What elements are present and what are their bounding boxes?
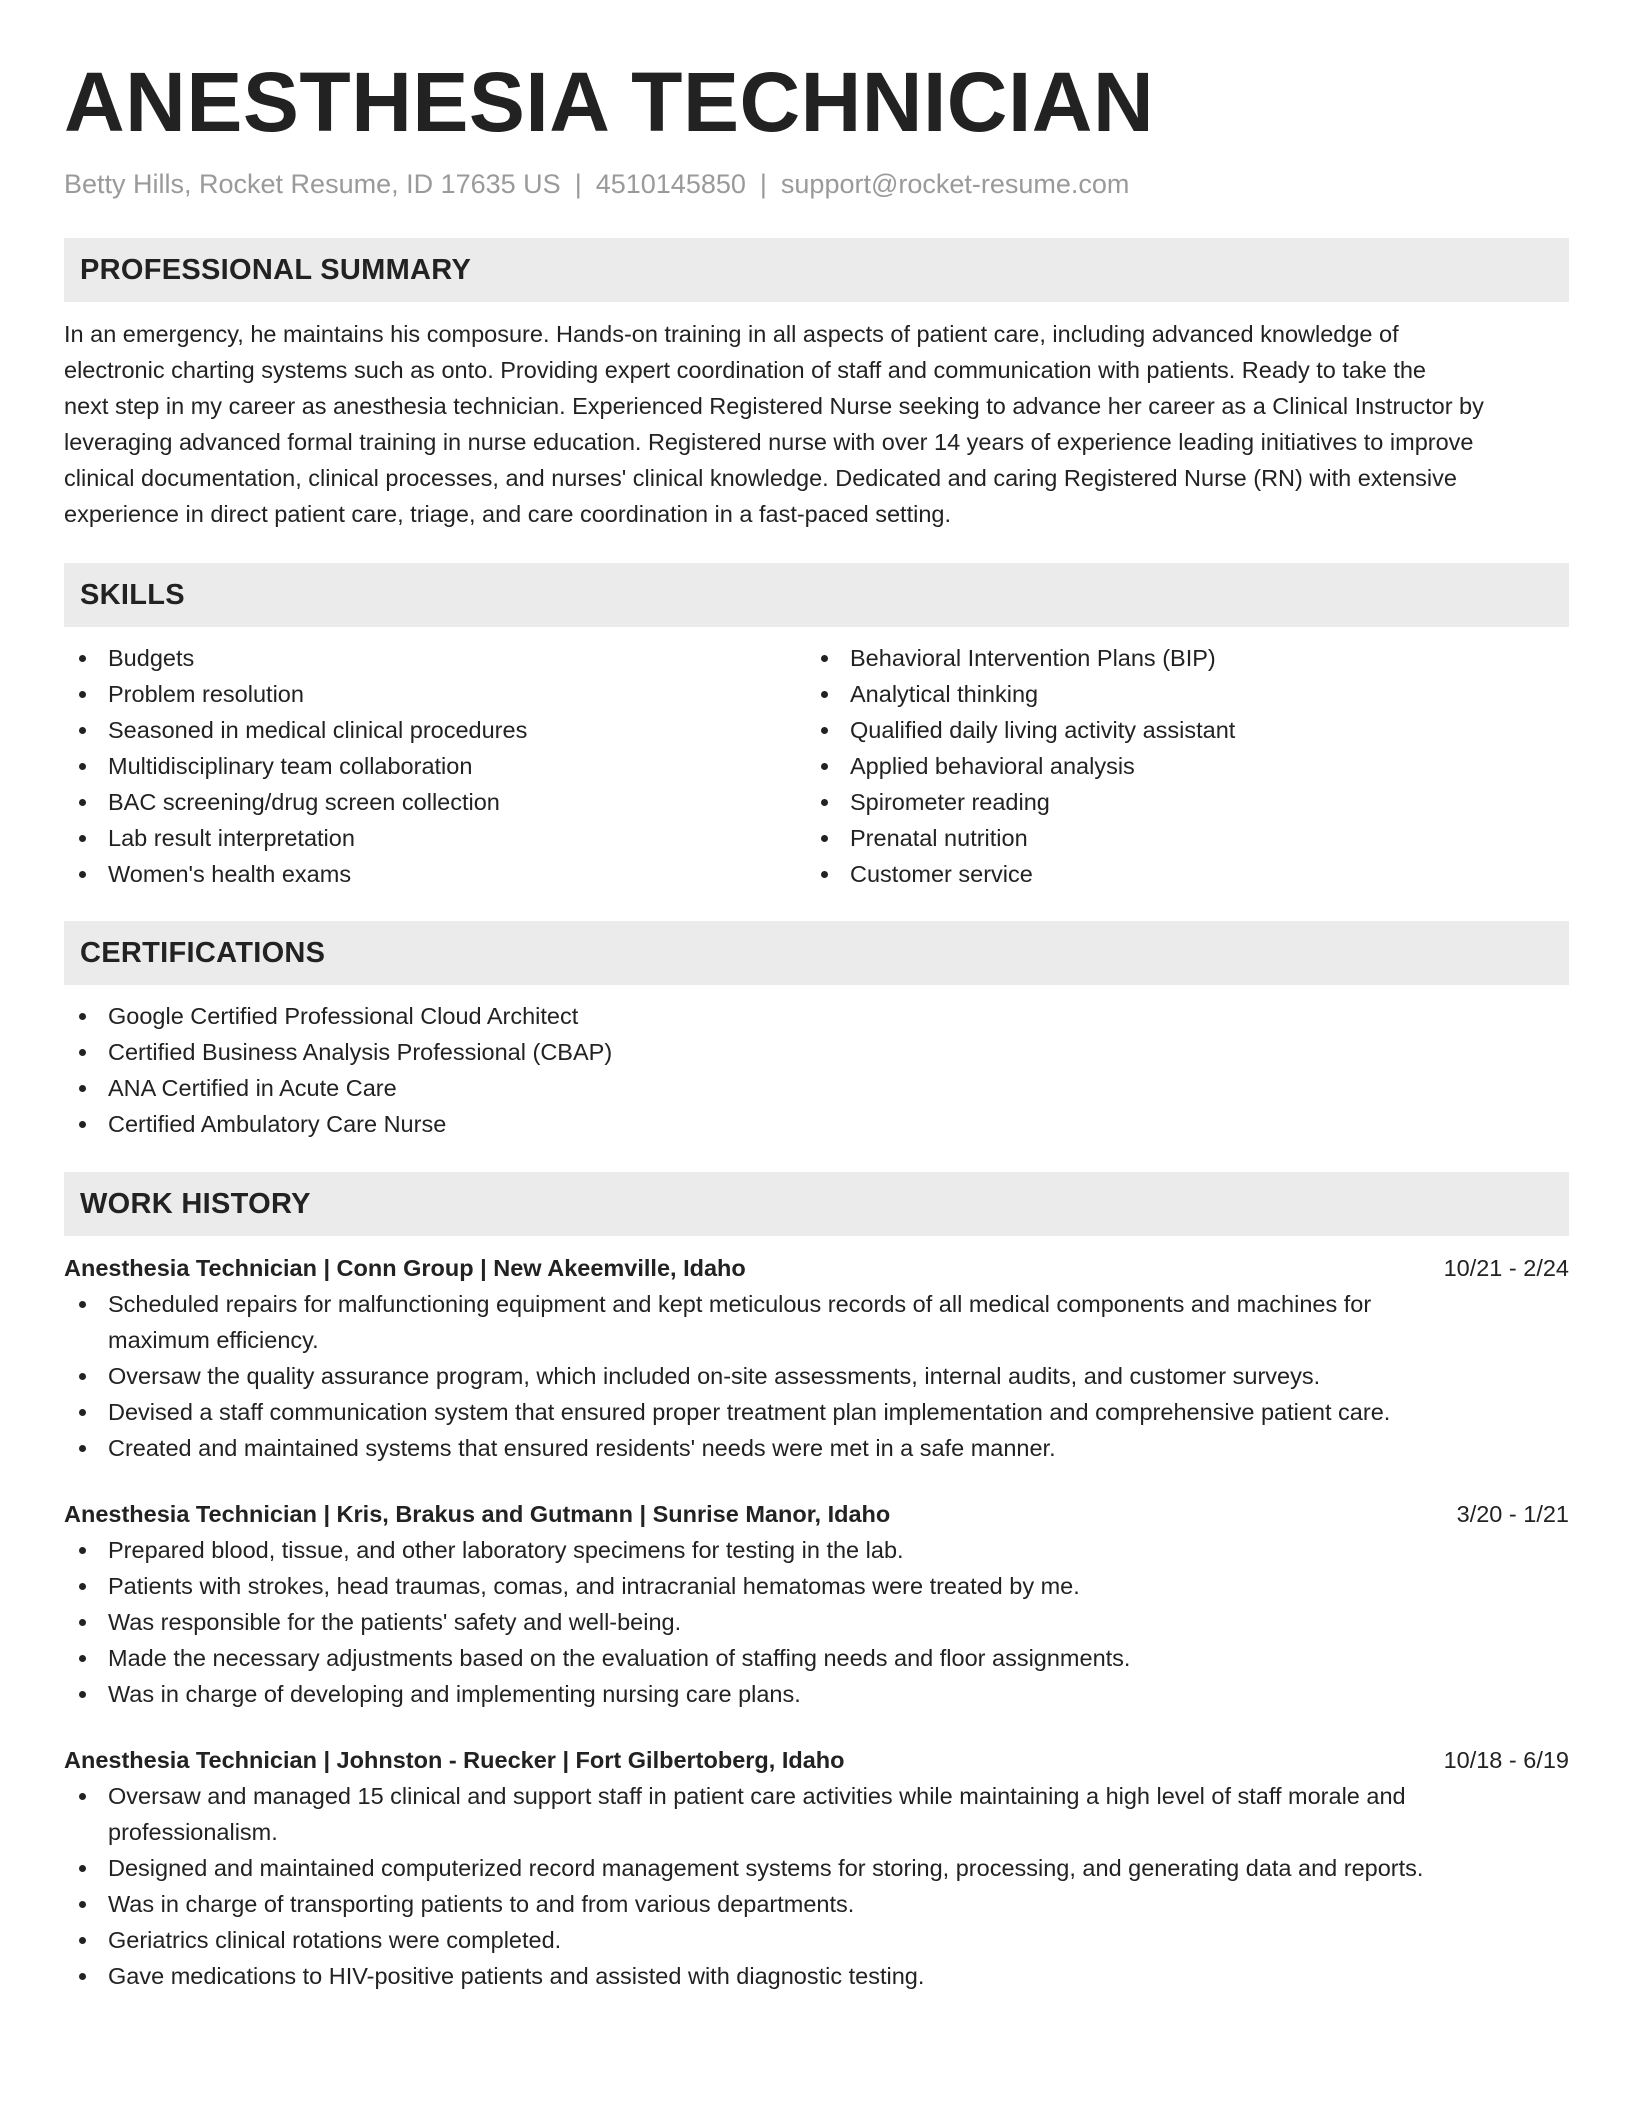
bullet-icon [79, 871, 86, 878]
job-bullet [64, 1886, 1569, 1922]
job-bullet [64, 1568, 1569, 1604]
skill-label: Seasoned in medical clinical procedures [108, 717, 528, 743]
skill-label: Spirometer reading [850, 789, 1050, 815]
skill-label: Behavioral Intervention Plans (BIP) [850, 645, 1216, 671]
job-title: Anesthesia Technician | Conn Group | New Akeemville, Idaho [64, 1255, 746, 1281]
bullet-line: Oversaw and managed 15 clinical and support staff in patient care activities while maintaining a high level of staff morale and [108, 1783, 1406, 1809]
job-bullet [64, 1676, 1569, 1712]
contact-line [64, 168, 1569, 200]
skill-label: Customer service [850, 861, 1033, 887]
bullet-line: professionalism. [108, 1819, 278, 1845]
job-header [64, 1250, 1569, 1286]
job-bullets [64, 1778, 1569, 1994]
skill-label: Multidisciplinary team collaboration [108, 753, 473, 779]
job-dates: 10/18 - 6/19 [1443, 1747, 1569, 1773]
certification-label: Certified Ambulatory Care Nurse [108, 1111, 447, 1137]
job-bullet [64, 1640, 1569, 1676]
certifications-list [64, 998, 1569, 1142]
skills-column-left [64, 640, 806, 892]
bullet-icon [79, 1085, 86, 1092]
skill-item [64, 640, 806, 676]
skill-item [64, 784, 806, 820]
skill-label: Applied behavioral analysis [850, 753, 1135, 779]
job-bullets [64, 1286, 1569, 1466]
skill-label: Women's health exams [108, 861, 352, 887]
bullet-icon [79, 1121, 86, 1128]
bullet-icon [79, 1865, 86, 1872]
bullet-icon [821, 655, 828, 662]
job-bullet [64, 1430, 1569, 1466]
skills-grid [64, 640, 1569, 892]
bullet-line: Created and maintained systems that ensured residents' needs were met in a safe manner. [108, 1435, 1056, 1461]
bullet-icon [79, 763, 86, 770]
bullet-icon [79, 691, 86, 698]
summary-line: leveraging advanced formal training in nurse education. Registered nurse with over 14 years of experience leading initiatives to improve [64, 429, 1474, 455]
section-header-skills: SKILLS [64, 563, 1569, 627]
bullet-icon [821, 835, 828, 842]
bullet-line: Was in charge of developing and implementing nursing care plans. [108, 1681, 801, 1707]
job-bullet [64, 1358, 1569, 1394]
skill-label: Problem resolution [108, 681, 304, 707]
bullet-line: Was responsible for the patients' safety and well-being. [108, 1609, 682, 1635]
bullet-line: Prepared blood, tissue, and other laboratory specimens for testing in the lab. [108, 1537, 904, 1563]
bullet-icon [79, 799, 86, 806]
job-entry [64, 1250, 1569, 1466]
certification-item [64, 1106, 1569, 1142]
bullet-line: Was in charge of transporting patients to and from various departments. [108, 1891, 855, 1917]
section-header-work-history: WORK HISTORY [64, 1172, 1569, 1236]
bullet-icon [79, 1901, 86, 1908]
job-bullet [64, 1394, 1569, 1430]
skill-item [64, 748, 806, 784]
skill-label: Qualified daily living activity assistant [850, 717, 1236, 743]
skill-label: Lab result interpretation [108, 825, 355, 851]
job-dates: 3/20 - 1/21 [1456, 1501, 1569, 1527]
bullet-icon [79, 1013, 86, 1020]
job-bullet [64, 1532, 1569, 1568]
certification-label: Certified Business Analysis Professional (CBAP) [108, 1039, 613, 1065]
summary-line: clinical documentation, clinical processes, and nurses' clinical knowledge. Dedicated and caring Registered Nurse (RN) with extensive [64, 465, 1457, 491]
skill-item [806, 676, 1548, 712]
job-title: Anesthesia Technician | Johnston - Ruecker | Fort Gilbertoberg, Idaho [64, 1747, 845, 1773]
skill-label: Analytical thinking [850, 681, 1039, 707]
summary-line: experience in direct patient care, triage, and care coordination in a fast-paced setting. [64, 501, 951, 527]
bullet-icon [79, 1373, 86, 1380]
bullet-icon [79, 1583, 86, 1590]
bullet-icon [79, 1301, 86, 1308]
bullet-icon [821, 799, 828, 806]
bullet-line: Patients with strokes, head traumas, comas, and intracranial hematomas were treated by me. [108, 1573, 1080, 1599]
bullet-icon [79, 727, 86, 734]
summary-text [64, 316, 1569, 532]
bullet-icon [79, 655, 86, 662]
bullet-icon [79, 835, 86, 842]
contact-separator: | [574, 169, 582, 199]
skill-item [806, 640, 1548, 676]
skill-item [806, 712, 1548, 748]
certification-label: ANA Certified in Acute Care [108, 1075, 397, 1101]
bullet-icon [79, 1793, 86, 1800]
job-bullet [64, 1922, 1569, 1958]
bullet-icon [821, 763, 828, 770]
contact-phone: 4510145850 [595, 169, 746, 199]
bullet-icon [821, 727, 828, 734]
skill-item [64, 856, 806, 892]
bullet-icon [79, 1937, 86, 1944]
job-entry [64, 1742, 1569, 1994]
bullet-line: maximum efficiency. [108, 1327, 319, 1353]
bullet-line: Oversaw the quality assurance program, which included on-site assessments, internal audits, and customer surveys. [108, 1363, 1321, 1389]
bullet-line: Gave medications to HIV-positive patients and assisted with diagnostic testing. [108, 1963, 925, 1989]
certification-label: Google Certified Professional Cloud Architect [108, 1003, 579, 1029]
bullet-line: Scheduled repairs for malfunctioning equipment and kept meticulous records of all medical components and machines for [108, 1291, 1372, 1317]
skill-label: Prenatal nutrition [850, 825, 1028, 851]
section-header-summary: PROFESSIONAL SUMMARY [64, 238, 1569, 302]
job-title: Anesthesia Technician | Kris, Brakus and Gutmann | Sunrise Manor, Idaho [64, 1501, 891, 1527]
bullet-line: Made the necessary adjustments based on the evaluation of staffing needs and floor assignments. [108, 1645, 1131, 1671]
skills-column-right [806, 640, 1548, 892]
skill-item [64, 820, 806, 856]
bullet-line: Designed and maintained computerized record management systems for storing, processing, and generating data and reports. [108, 1855, 1424, 1881]
skill-item [806, 748, 1548, 784]
summary-line: In an emergency, he maintains his composure. Hands-on training in all aspects of patient care, including advanced knowledge of [64, 321, 1399, 347]
contact-address: Betty Hills, Rocket Resume, ID 17635 US [64, 169, 561, 199]
summary-line: electronic charting systems such as onto. Providing expert coordination of staff and communication with patients. Ready to take the [64, 357, 1426, 383]
resume-page [64, 0, 1569, 1994]
contact-separator: | [759, 169, 767, 199]
skill-item [806, 820, 1548, 856]
bullet-icon [79, 1655, 86, 1662]
certification-item [64, 998, 1569, 1034]
job-bullet [64, 1778, 1569, 1850]
job-bullet [64, 1286, 1569, 1358]
job-header [64, 1496, 1569, 1532]
skill-label: Budgets [108, 645, 195, 671]
candidate-name: ANESTHESIA TECHNICIAN [64, 55, 1155, 149]
summary-line: next step in my career as anesthesia technician. Experienced Registered Nurse seeking to advance her career as a Clinical Instructor by [64, 393, 1484, 419]
bullet-icon [821, 691, 828, 698]
skill-label: BAC screening/drug screen collection [108, 789, 500, 815]
skill-item [806, 856, 1548, 892]
bullet-icon [79, 1547, 86, 1554]
job-header [64, 1742, 1569, 1778]
bullet-icon [79, 1049, 86, 1056]
contact-email: support@rocket-resume.com [780, 169, 1130, 199]
job-bullet [64, 1850, 1569, 1886]
certification-item [64, 1034, 1569, 1070]
skill-item [64, 676, 806, 712]
section-header-certifications: CERTIFICATIONS [64, 921, 1569, 985]
skill-item [806, 784, 1548, 820]
bullet-icon [79, 1619, 86, 1626]
skill-item [64, 712, 806, 748]
bullet-line: Geriatrics clinical rotations were completed. [108, 1927, 562, 1953]
bullet-icon [79, 1691, 86, 1698]
bullet-icon [79, 1445, 86, 1452]
job-entry [64, 1496, 1569, 1712]
bullet-icon [821, 871, 828, 878]
job-bullets [64, 1532, 1569, 1712]
bullet-icon [79, 1409, 86, 1416]
job-bullet [64, 1604, 1569, 1640]
certification-item [64, 1070, 1569, 1106]
job-dates: 10/21 - 2/24 [1443, 1255, 1569, 1281]
bullet-line: Devised a staff communication system that ensured proper treatment plan implementation and comprehensive patient care. [108, 1399, 1391, 1425]
bullet-icon [79, 1973, 86, 1980]
job-bullet [64, 1958, 1569, 1994]
